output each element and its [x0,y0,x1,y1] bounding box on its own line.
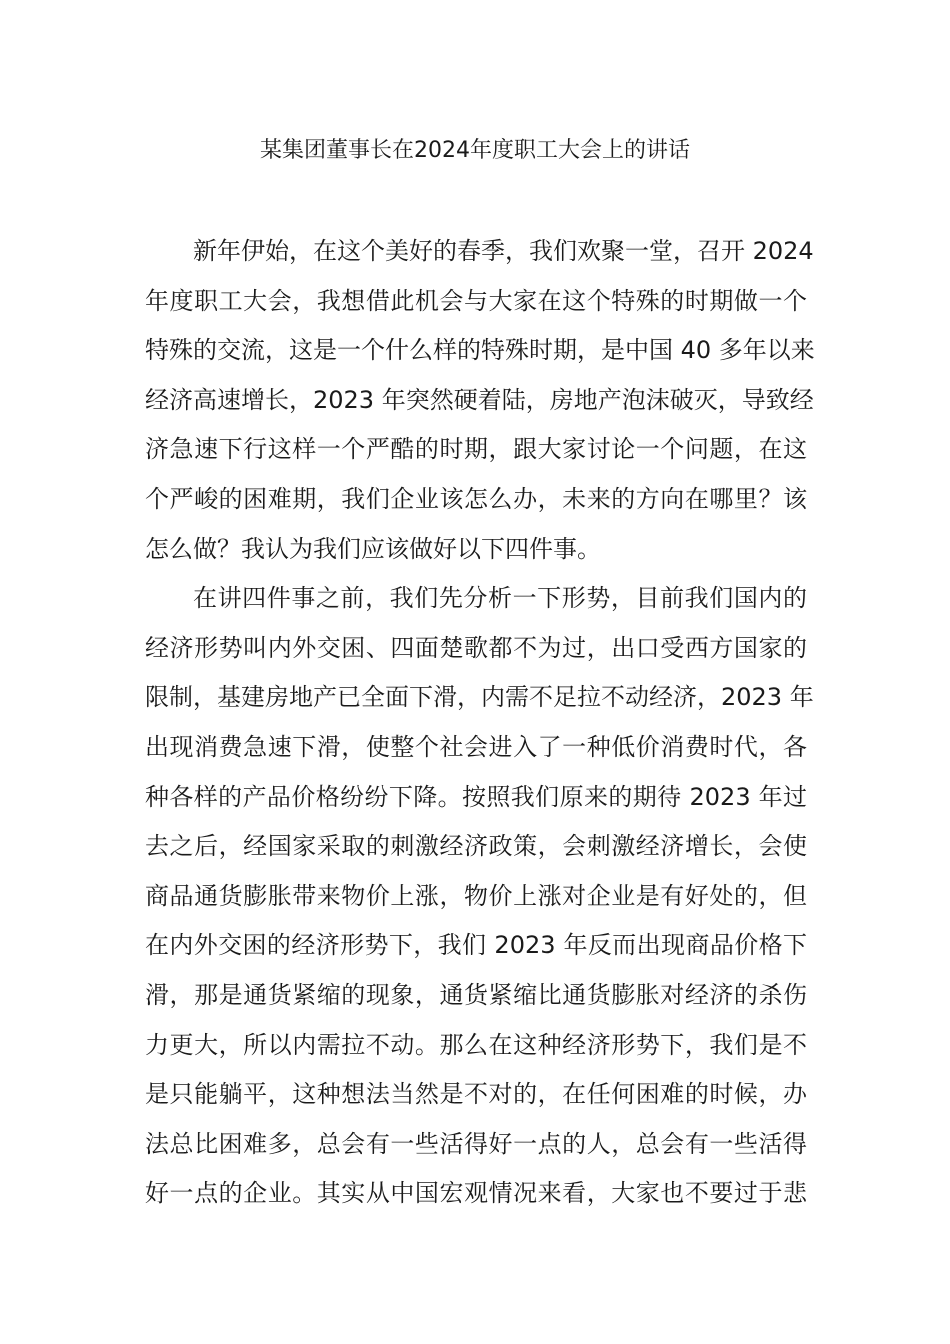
paragraph-1-line-1: 新年伊始，在这个美好的春季，我们欢聚一堂，召开 2024 [193,237,814,265]
paragraph-2-line-3: 限制，基建房地产已全面下滑，内需不足拉不动经济，2023 年 [145,683,814,712]
paragraph-1-line-7: 怎么做？我认为我们应该做好以下四件事。 [145,534,601,563]
paragraph-2-line-7: 商品通货膨胀带来物价上涨，物价上涨对企业是有好处的，但 [145,881,807,910]
paragraph-2-line-4: 出现消费急速下滑，使整个社会进入了一种低价消费时代，各 [145,732,807,761]
paragraph-1-line-2: 年度职工大会，我想借此机会与大家在这个特殊的时期做一个 [145,286,807,315]
paragraph-2-line-14 [145,1219,807,1269]
paragraph-2-line-9: 滑，那是通货紧缩的现象，通货紧缩比通货膨胀对经济的杀伤 [145,980,807,1009]
paragraph-2-line-6: 去之后，经国家采取的刺激经济政策，会刺激经济增长，会使 [145,832,807,861]
paragraph-2-line-5: 种各样的产品价格纷纷下降。按照我们原来的期待 2023 年过 [145,782,807,811]
paragraph-2-line-8: 在内外交困的经济形势下，我们 2023 年反而出现商品价格下 [145,931,807,960]
paragraph-2-line-11: 是只能躺平，这种想法当然是不对的，在任何困难的时候，办 [145,1080,807,1109]
paragraph-1-line-5: 济急速下行这样一个严酷的时期，跟大家讨论一个问题，在这 [145,435,807,464]
paragraph-2-line-13: 好一点的企业。其实从中国宏观情况来看，大家也不要过于悲 [145,1179,807,1208]
document-body [145,227,815,1268]
paragraph-1-line-3: 特殊的交流，这是一个什么样的特殊时期，是中国 40 多年以来 [145,336,815,365]
paragraph-2-line-2: 经济形势叫内外交困、四面楚歌都不为过，出口受西方国家的 [145,633,807,662]
document-title: 某集团董事长在2024年度职工大会上的讲话 [260,138,690,163]
paragraph-2-line-12: 法总比困难多，总会有一些活得好一点的人，总会有一些活得 [145,1129,807,1158]
paragraph-1-line-6: 个严峻的困难期，我们企业该怎么办，未来的方向在哪里？该 [145,484,807,513]
paragraph-2-line-10: 力更大，所以内需拉不动。那么在这种经济形势下，我们是不 [145,1030,807,1059]
paragraph-2-line-1: 在讲四件事之前，我们先分析一下形势，目前我们国内的 [193,584,807,613]
paragraph-1-line-4: 经济高速增长，2023 年突然硬着陆，房地产泡沫破灭，导致经 [145,385,814,414]
